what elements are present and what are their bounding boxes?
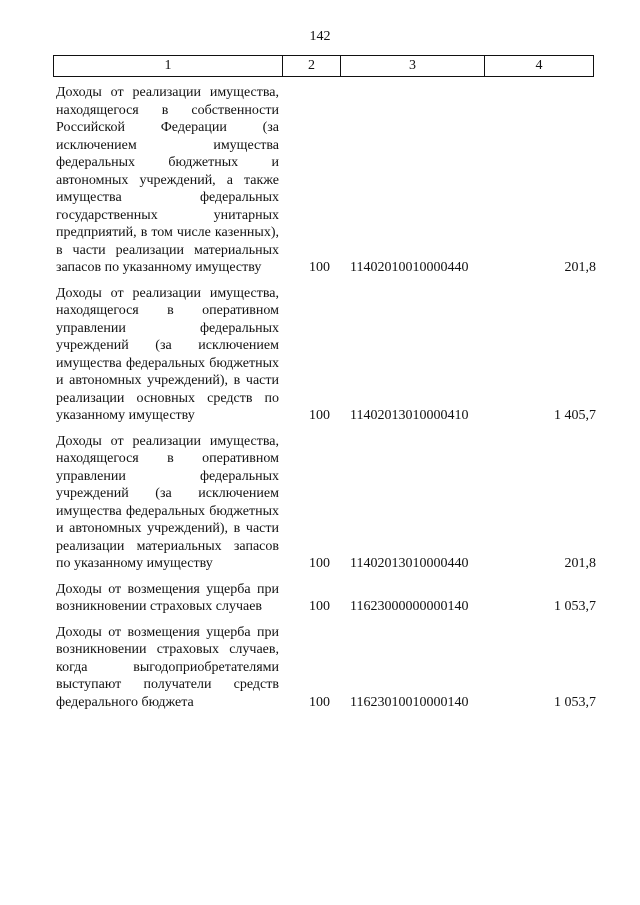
income-description: Доходы от возмещения ущерба при возникновении страховых случаев, когда выгодоприобретателями выступают получатели средств федерального бюджета bbox=[56, 624, 279, 710]
amount: 1 405,7 bbox=[554, 408, 596, 423]
amount: 1 053,7 bbox=[554, 694, 596, 710]
column-header-2: 2 bbox=[283, 56, 341, 77]
table-body bbox=[56, 84, 596, 719]
admin-code: 100 bbox=[309, 260, 330, 275]
income-description: Доходы от реализации имущества, находящегося в оперативном управлении федеральных учреждений (за исключением имущества федеральных бюджетных и автономных учреждений), в части реализации материальных запасов по указанному имуществу bbox=[56, 433, 279, 571]
column-header-3: 3 bbox=[341, 56, 485, 77]
amount: 201,8 bbox=[564, 556, 596, 571]
budget-classification-code: 11402013010000410 bbox=[350, 408, 469, 423]
admin-code: 100 bbox=[309, 408, 330, 423]
budget-classification-code: 11402010010000440 bbox=[350, 260, 469, 275]
table-row bbox=[56, 84, 596, 277]
table-row bbox=[56, 285, 596, 425]
admin-code: 100 bbox=[309, 694, 330, 710]
column-header-1: 1 bbox=[54, 56, 283, 77]
table-row bbox=[56, 624, 596, 712]
admin-code: 100 bbox=[309, 599, 330, 614]
budget-classification-code: 11402013010000440 bbox=[350, 556, 469, 571]
income-description: Доходы от реализации имущества, находящегося в оперативном управлении федеральных учреждений (за исключением имущества федеральных бюджетных и автономных учреждений), в части реализации основных средств по указанному имуществу bbox=[56, 285, 279, 423]
admin-code: 100 bbox=[309, 556, 330, 571]
income-description: Доходы от реализации имущества, находящегося в собственности Российской Федерации (за исключением имущества федеральных бюджетных и автономных учреждений, а также имущества федеральных государственных унитарных предприятий, в том числе казенных), в части реализации материальных запасов по указанному имуществу bbox=[56, 85, 279, 275]
column-header-row bbox=[53, 55, 594, 77]
budget-classification-code: 11623010010000140 bbox=[350, 694, 469, 710]
amount: 201,8 bbox=[564, 260, 596, 275]
table-row bbox=[56, 433, 596, 573]
page-number: 142 bbox=[309, 29, 331, 44]
column-header-4: 4 bbox=[485, 56, 594, 77]
amount: 1 053,7 bbox=[554, 599, 596, 614]
income-description: Доходы от возмещения ущерба при возникновении страховых случаев bbox=[56, 581, 279, 614]
table-row bbox=[56, 581, 596, 616]
budget-classification-code: 11623000000000140 bbox=[350, 599, 469, 614]
